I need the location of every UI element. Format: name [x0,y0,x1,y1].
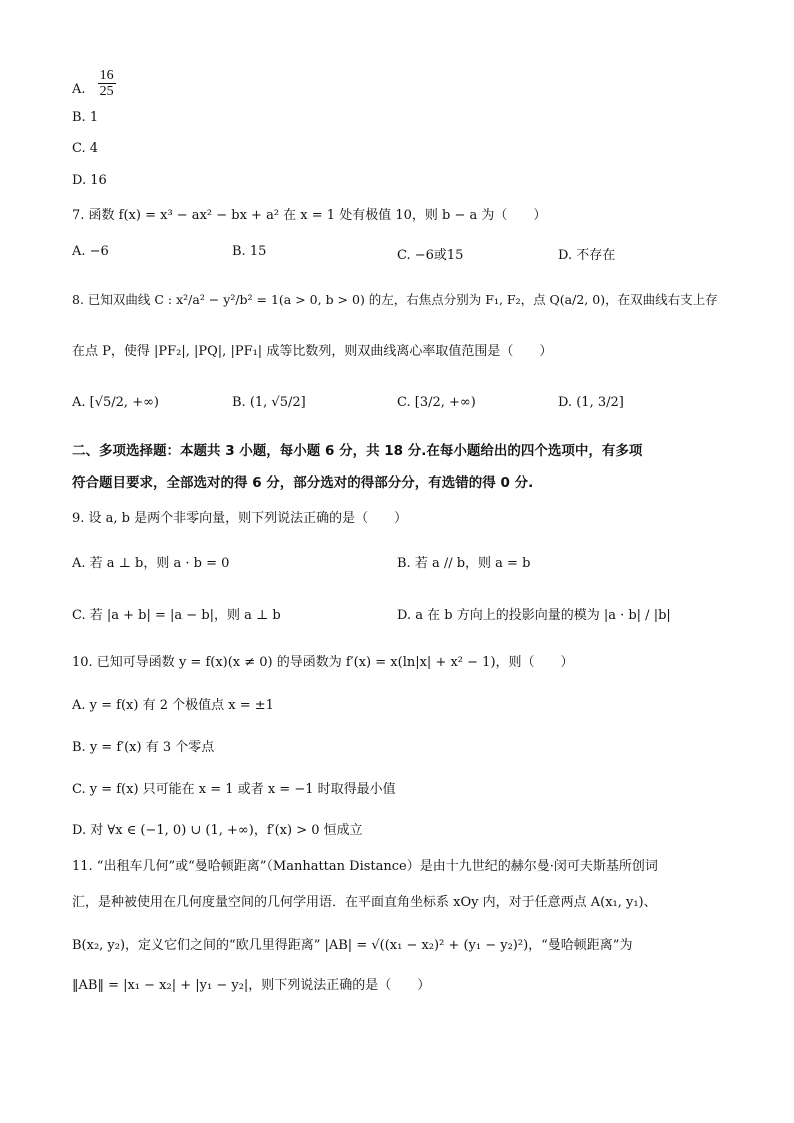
q8-option-d: D. (1, 3/2] [558,395,624,410]
q6-option-b: B. 1 [72,110,99,125]
q6-option-d: D. 16 [72,173,107,188]
q10-option-b: B. y = f′(x) 有 3 个零点 [72,740,215,755]
q11-stem-line3: B(x₂, y₂)，定义它们之间的“欧几里得距离” |AB| = √((x₁ − x₂)² + (y₁ − y₂)²)，“曼哈顿距离”为 [72,938,633,953]
q7-stem: 7. 函数 f(x) = x³ − ax² − bx + a² 在 x = 1 处有极值 10，则 b − a 为（ ） [72,208,547,223]
q10-option-c: C. y = f(x) 只可能在 x = 1 或者 x = −1 时取得最小值 [72,782,396,797]
q6-option-a-label: A. [72,82,86,97]
q8-option-a: A. [√5/2, +∞) [72,395,159,410]
q9-option-c: C. 若 |a + b| = |a − b|，则 a ⊥ b [72,608,281,623]
q11-stem-line2: 汇，是种被使用在几何度量空间的几何学用语．在平面直角坐标系 xOy 内，对于任意两点 A(x₁, y₁)、 [72,895,657,910]
section2-heading-line2: 符合题目要求，全部选对的得 6 分，部分选对的得部分分，有选错的得 0 分. [72,475,534,491]
q7-option-b: B. 15 [232,244,267,259]
q7-option-c: C. −6或15 [397,248,464,263]
q10-option-a: A. y = f(x) 有 2 个极值点 x = ±1 [72,698,274,713]
q6-option-a-fraction [98,68,116,99]
q11-stem-line4: ‖AB‖ = |x₁ − x₂| + |y₁ − y₂|，则下列说法正确的是（ ） [72,978,431,993]
q8-stem-line1: 8. 已知双曲线 C : x²/a² − y²/b² = 1(a > 0, b > 0) 的左，右焦点分别为 F₁, F₂，点 Q(a/2, 0)，在双曲线右支上存 [72,292,718,307]
q7-option-a: A. −6 [72,244,109,259]
q6-option-c: C. 4 [72,141,99,156]
q9-option-a: A. 若 a ⊥ b，则 a · b = 0 [72,556,230,571]
q10-option-d: D. 对 ∀x ∈ (−1, 0) ∪ (1, +∞)，f′(x) > 0 恒成立 [72,823,363,838]
q8-option-c: C. [3/2, +∞) [397,395,476,410]
q8-option-b: B. (1, √5/2] [232,395,306,410]
section2-heading-line1: 二、多项选择题：本题共 3 小题，每小题 6 分，共 18 分.在每小题给出的四个选项中，有多项 [72,443,643,459]
q9-option-b: B. 若 a // b，则 a = b [397,556,531,571]
q7-option-d: D. 不存在 [558,248,616,263]
q6-option-a-denominator: 25 [99,84,114,99]
q6-option-a [72,68,116,99]
q9-stem: 9. 设 a, b 是两个非零向量，则下列说法正确的是（ ） [72,511,408,526]
q11-stem-line1: 11. “出租车几何”或“曼哈顿距离”（Manhattan Distance）是由十九世纪的赫尔曼·闵可夫斯基所创词 [72,859,658,874]
q10-stem: 10. 已知可导函数 y = f(x)(x ≠ 0) 的导函数为 f′(x) = x(ln|x| + x² − 1)，则（ ） [72,655,574,670]
q6-option-a-numerator: 16 [99,68,114,83]
q9-option-d: D. a 在 b 方向上的投影向量的模为 |a · b| / |b| [397,608,671,623]
q8-stem-line2: 在点 P，使得 |PF₂|, |PQ|, |PF₁| 成等比数列，则双曲线离心率取值范围是（ ） [72,344,553,359]
